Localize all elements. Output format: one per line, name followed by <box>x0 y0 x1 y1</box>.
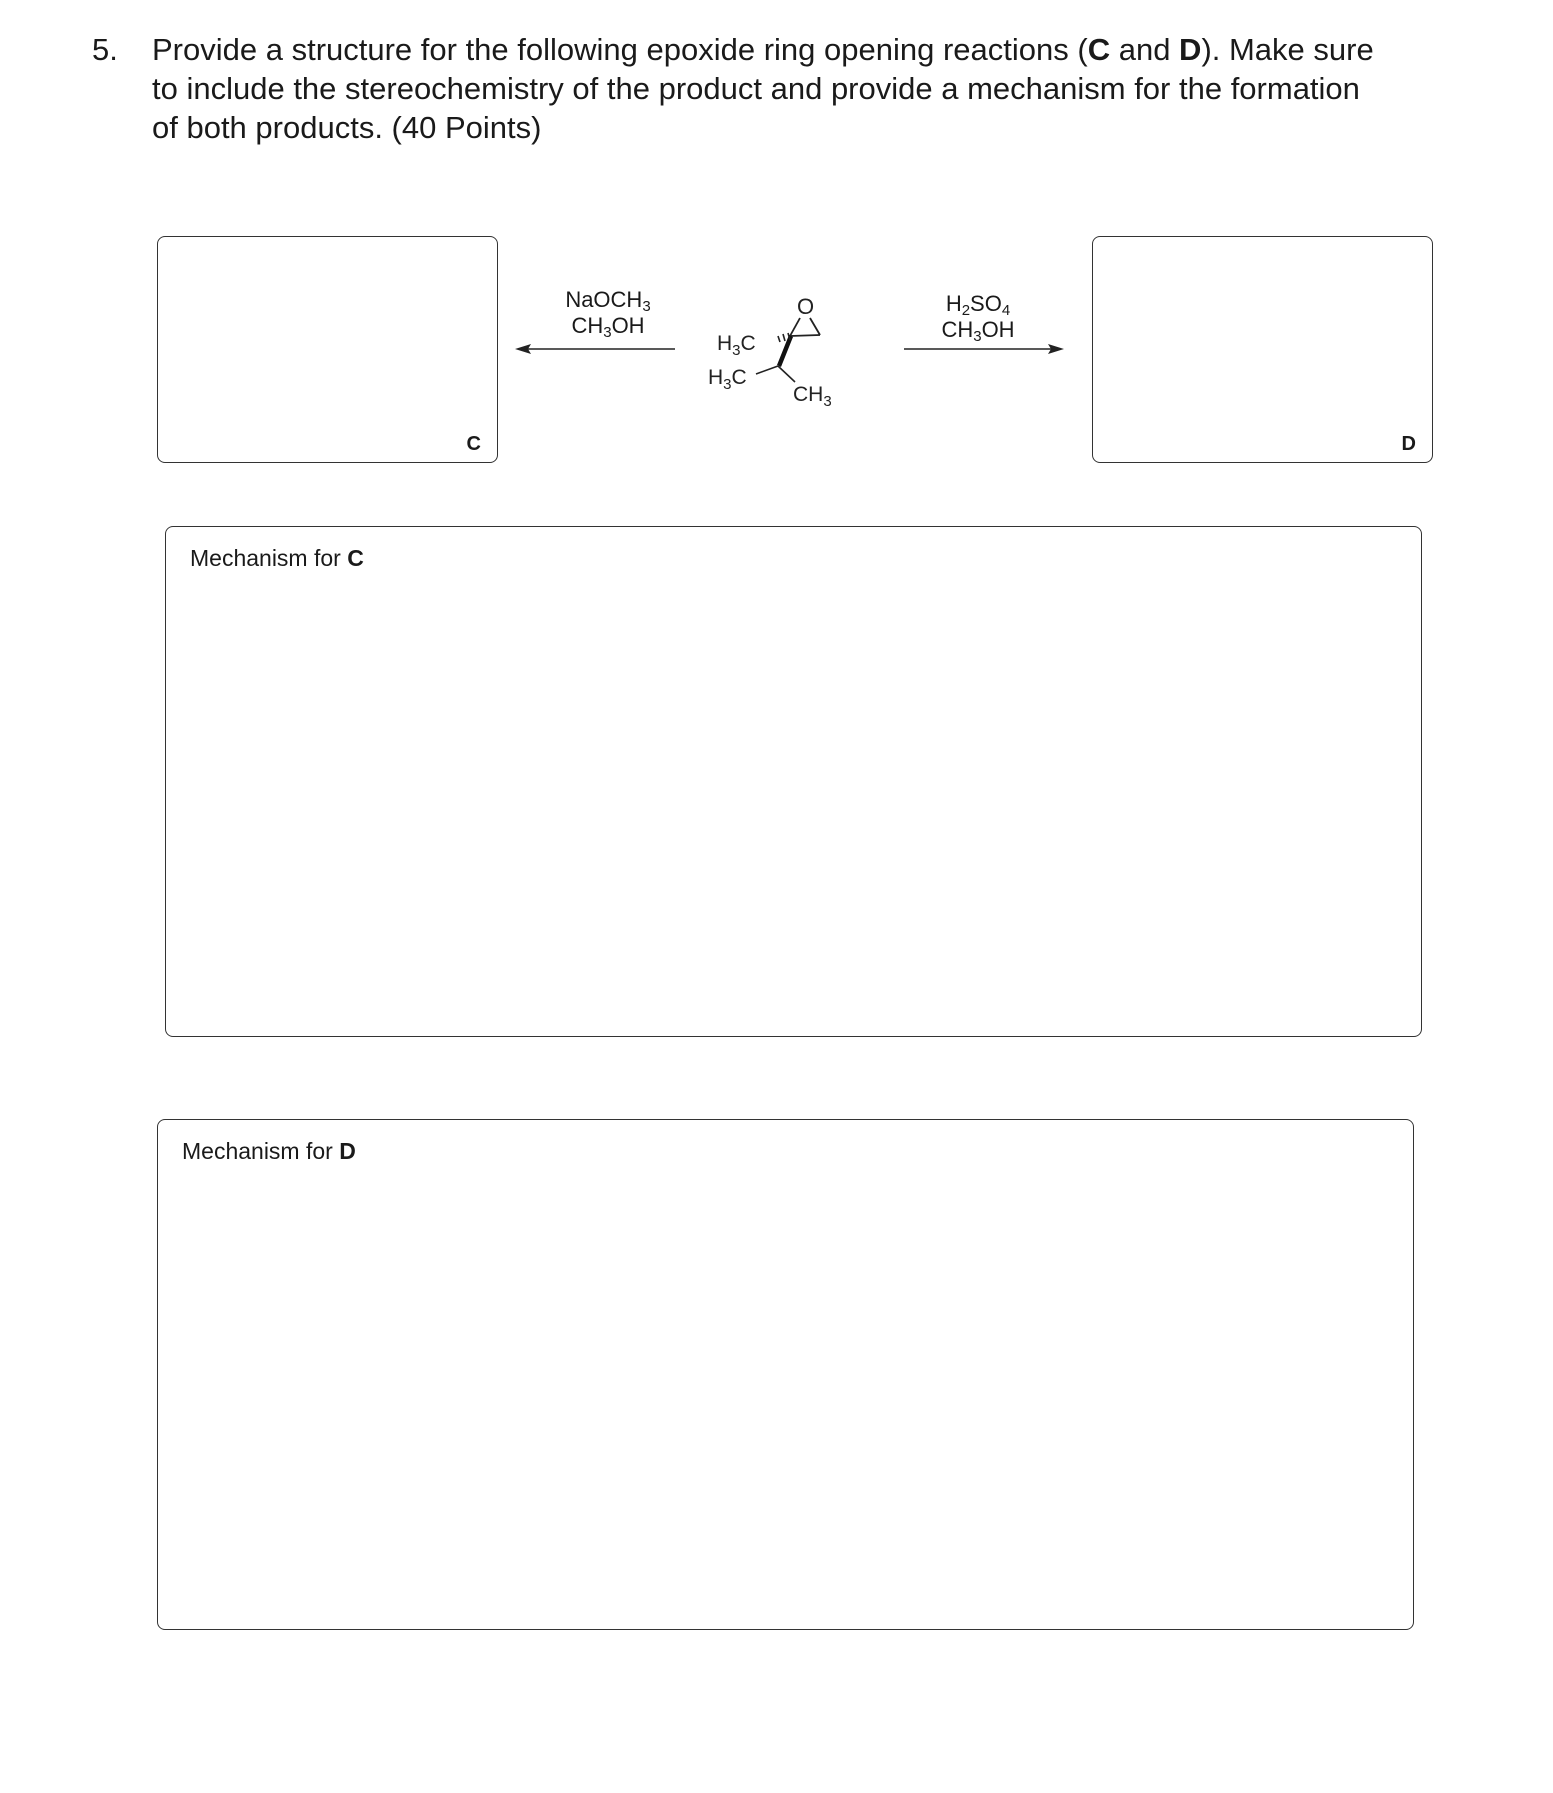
question-number: 5. <box>92 32 118 67</box>
mechanism-box-c[interactable] <box>165 526 1422 1037</box>
oxygen-atom: O <box>797 294 815 319</box>
reagent-ch3oh-right: $CH_3OH$ <box>941 317 1015 345</box>
reaction-scheme <box>0 0 1553 480</box>
mechanism-c-label: Mechanism for C <box>190 545 364 571</box>
bond-c3-o <box>810 318 820 335</box>
epoxide-molecule <box>708 294 832 410</box>
methyl-top: $H_3C$ <box>717 332 756 359</box>
answer-label-c: C <box>466 433 481 455</box>
answer-label-d: D <box>1401 433 1416 455</box>
mechanism-d-label: Mechanism for D <box>182 1138 356 1164</box>
bond-methyl-left <box>756 366 778 374</box>
arrow-left <box>515 344 675 354</box>
bond-c2-c3 <box>790 335 820 336</box>
bold-d: D <box>1179 32 1202 67</box>
bond-c2-o <box>790 318 800 336</box>
question-line-3: of both products. (40 Points) <box>152 110 542 145</box>
question-line-1: Provide a structure for the following epoxide ring opening reactions (C and D). Make sure <box>152 32 1374 67</box>
mechanism-box-d[interactable] <box>157 1119 1414 1630</box>
methyl-bottom-right: $CH_3$ <box>793 383 832 410</box>
question-line-2: to include the stereochemistry of the product and provide a mechanism for the formation <box>152 71 1360 106</box>
methyl-bottom-left: $H_3C$ <box>708 366 747 393</box>
reagent-ch3oh-left: $CH_3OH$ <box>571 313 645 341</box>
reagent-h2so4: $H_2SO_4$ <box>945 291 1011 319</box>
arrow-right <box>904 344 1064 354</box>
reagent-naoch3: NaOCH$_3$ <box>565 287 651 315</box>
bold-c: C <box>1087 32 1111 67</box>
bond-methyl-right <box>778 366 795 382</box>
